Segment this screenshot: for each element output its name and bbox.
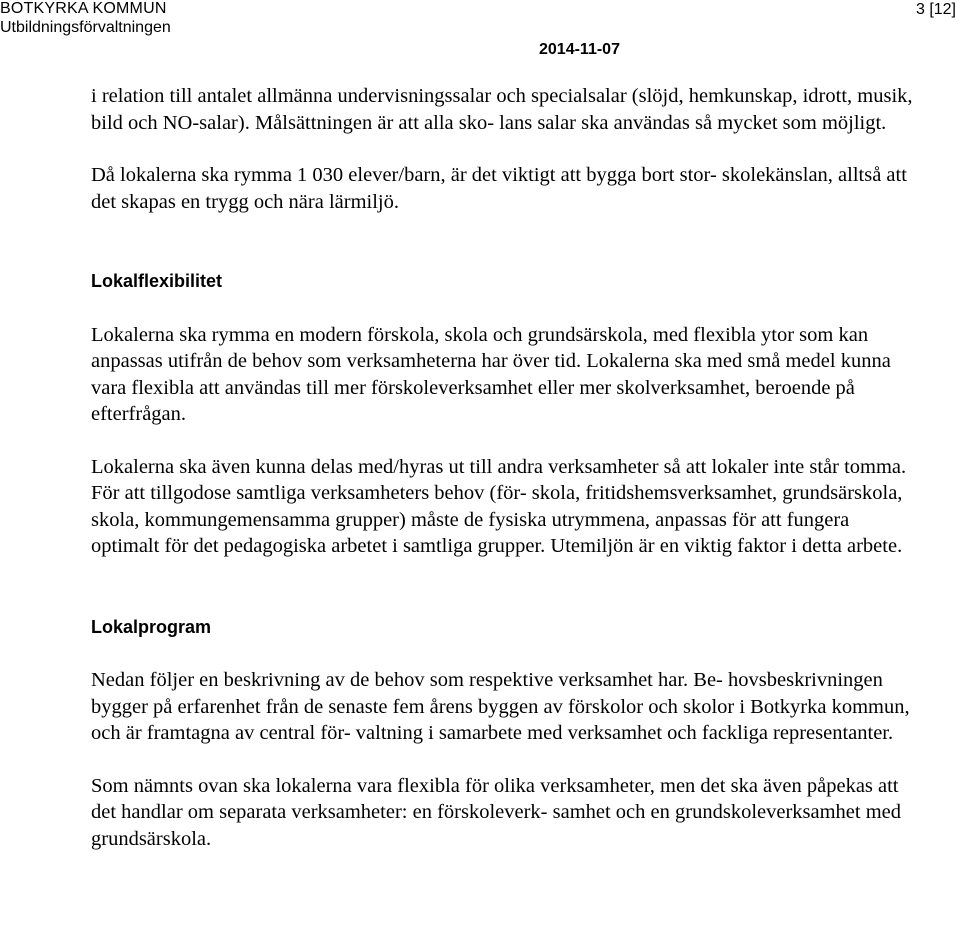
paragraph: Då lokalerna ska rymma 1 030 elever/barn, är det viktigt att bygga bort stor- skolekänslan, alltså att det skapas en trygg och nära lärmiljö. — [91, 164, 907, 213]
paragraph: i relation till antalet allmänna undervisningssalar och specialsalar (slöjd, hemkunskap, idrott, musik, bild och NO-salar). Målsättningen är att alla sko- lans salar ska användas så mycket som möjligt. — [91, 85, 913, 134]
section-heading-lokalflexibilitet: Lokalflexibilitet — [91, 271, 223, 291]
document-body — [91, 83, 921, 852]
page-number: 3 [12] — [915, 1, 956, 18]
section-heading-lokalprogram: Lokalprogram — [91, 616, 212, 637]
document-date: 2014-11-07 — [539, 41, 620, 58]
paragraph: Lokalerna ska även kunna delas med/hyras ut till andra verksamheter så att lokaler inte står tomma. För att tillgodose samtliga verksamheters behov (för- skola, fritidshemsverksamhet, grundsärskola, skola, kommungemensamma grupper) måste de fysiska utrymmena, anpassas för att fungera optimalt för det pedagogiska arbetet i samtliga grupper. Utemiljön är en viktig faktor i detta arbete. — [91, 455, 907, 557]
department-name: Utbildningsförvaltningen — [0, 19, 171, 36]
paragraph: Som nämnts ovan ska lokalerna vara flexibla för olika verksamheter, men det ska även påpekas att det handlar om separata verksamheter: en förskoleverk- samhet och en grundskoleverksamhet med grundsärskola. — [91, 774, 902, 850]
organization-name: BOTKYRKA KOMMUN — [0, 0, 167, 17]
paragraph: Lokalerna ska rymma en modern förskola, skola och grundsärskola, med flexibla ytor som kan anpassas utifrån de behov som verksamheterna har över tid. Lokalerna ska med små medel kunna vara flexibla att användas till mer förskoleverksamhet eller mer skolverksamhet, beroende på efterfrågan. — [91, 323, 891, 425]
paragraph: Nedan följer en beskrivning av de behov som respektive verksamhet har. Be- hovsbeskrivningen bygger på erfarenhet från de senaste fem årens byggen av förskolor och skolor i Botkyrka kommun, och är framtagna av central för- valtning i samarbete med verksamhet och fackliga representanter. — [91, 669, 910, 744]
